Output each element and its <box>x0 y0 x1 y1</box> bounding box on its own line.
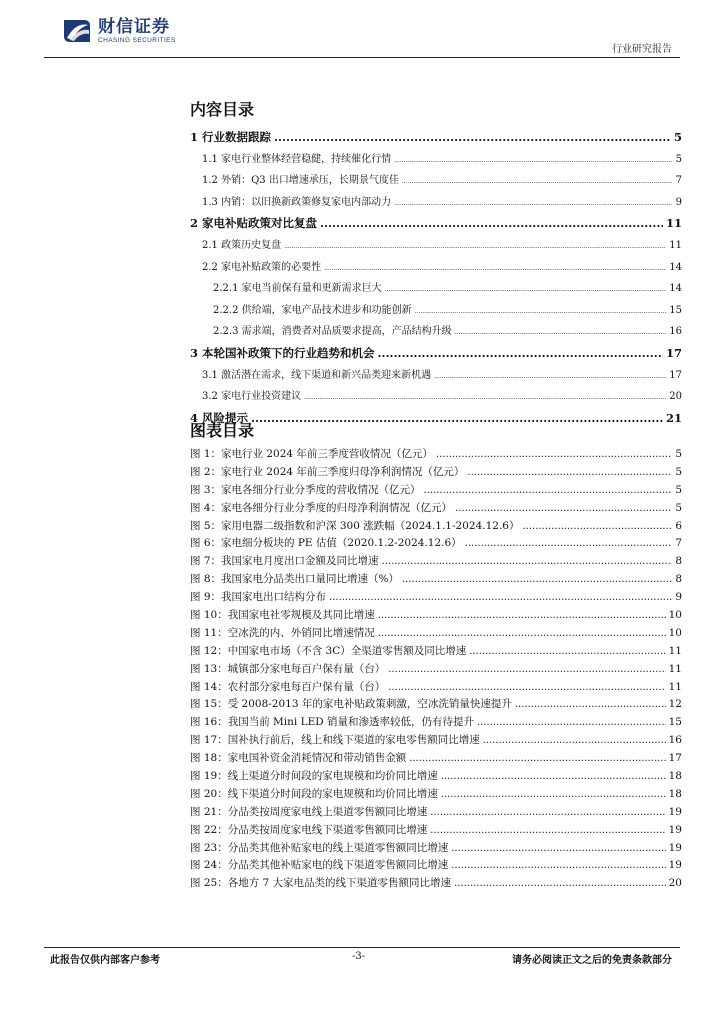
toc-entry-page: 5 <box>673 130 682 144</box>
figure-entry[interactable] <box>190 750 682 768</box>
figure-entry-page: 5 <box>675 448 682 460</box>
figure-entry-title: 图 19：线上渠道分时间段的家电规模和均价同比增速 <box>190 770 438 783</box>
figure-entry-title: 图 3：家电各细分行业分季度的营收情况（亿元） <box>190 483 421 496</box>
figure-entry[interactable] <box>190 464 682 482</box>
figures-title: 图表目录 <box>190 421 255 440</box>
dot-leader <box>274 127 671 149</box>
figure-entry[interactable] <box>190 840 682 858</box>
dot-leader <box>441 768 666 786</box>
dot-leader <box>451 857 665 875</box>
figure-entry-title: 图 11：空冰洗的内、外销同比增速情况 <box>190 626 375 639</box>
toc-entry-title: 1.3 内销：以旧换新政策修复家电内部动力 <box>202 196 392 208</box>
dot-leader <box>388 661 665 679</box>
figure-entry-page: 19 <box>668 805 682 818</box>
figure-entry[interactable] <box>190 643 682 661</box>
dot-leader <box>324 257 666 280</box>
dot-leader <box>409 750 665 768</box>
toc-entry-page: 11 <box>665 216 682 231</box>
toc-entry-page: 5 <box>675 153 682 165</box>
toc-entry-page: 17 <box>669 369 682 381</box>
dot-leader <box>329 589 672 607</box>
toc-entry-title: 1 行业数据跟踪 <box>190 130 272 144</box>
dot-leader <box>402 170 673 193</box>
figure-entry-title: 图 21：分品类按周度家电线上渠道零售额同比增速 <box>190 805 428 818</box>
logo-chinese-name: 财信证券 <box>98 17 170 37</box>
figure-entry-page: 9 <box>675 591 682 604</box>
toc-title: 内容目录 <box>190 100 255 119</box>
toc-entry-page: 20 <box>669 391 682 403</box>
dot-leader <box>385 278 667 301</box>
figure-entry-title: 图 12：中国家电市场（不含 3C）全渠道零售额及同比增速 <box>190 644 467 657</box>
dot-leader <box>394 192 673 215</box>
dot-leader <box>522 518 672 536</box>
dot-leader <box>441 786 666 804</box>
toc-entry-page: 16 <box>669 326 682 338</box>
figure-entry[interactable] <box>190 661 682 679</box>
figure-entry-title: 图 8：我国家电分品类出口量同比增速（%） <box>190 573 399 586</box>
figure-entry-title: 图 14：农村部分家电每百户保有量（台） <box>190 680 386 693</box>
figure-entry-title: 图 1：家电行业 2024 年前三季度营收情况（亿元） <box>190 448 433 460</box>
figure-entry[interactable] <box>190 607 682 625</box>
company-logo <box>62 16 176 46</box>
figure-entry[interactable] <box>190 822 682 840</box>
figure-entry-page: 19 <box>668 841 682 854</box>
figure-entry-page: 15 <box>668 716 682 729</box>
header-divider <box>44 57 680 58</box>
toc-entry[interactable] <box>190 235 682 257</box>
figure-entry-title: 图 16：我国当前 Mini LED 销量和渗透率较低，仍有待提升 <box>190 716 474 729</box>
figure-entry-title: 图 4：家电各细分行业分季度的归母净利润情况（亿元） <box>190 501 453 514</box>
toc-entry[interactable] <box>190 278 682 300</box>
dot-leader <box>469 643 665 661</box>
figure-entry-title: 图 6：家电细分板块的 PE 估值（2020.1.2-2024.12.6） <box>190 537 462 550</box>
toc-entry-page: 14 <box>669 283 682 295</box>
toc-entry-page: 14 <box>669 261 682 273</box>
figure-entry-page: 20 <box>668 877 682 890</box>
figure-entry[interactable] <box>190 500 682 518</box>
figure-entry-page: 12 <box>668 698 682 711</box>
dot-leader <box>483 732 666 750</box>
figure-entry[interactable] <box>190 482 682 500</box>
dot-leader <box>378 343 663 365</box>
dot-leader <box>454 875 666 893</box>
toc-entry[interactable] <box>190 257 682 279</box>
figure-entry[interactable] <box>190 804 682 822</box>
figure-entry-title: 图 18：家电国补资金消耗情况和带动销售金额 <box>190 752 407 765</box>
toc-entry[interactable] <box>190 408 682 430</box>
figure-entry-title: 图 24：分品类其他补贴家电的线下渠道零售额同比增速 <box>190 859 449 872</box>
figure-entry-page: 8 <box>675 573 682 586</box>
toc-entry-title: 2 家电补贴政策对比复盘 <box>190 216 318 231</box>
dot-leader <box>455 500 672 518</box>
figure-entry-page: 7 <box>675 537 682 550</box>
dot-leader <box>251 408 663 430</box>
logo-english-name: CHASING SECURITIES <box>98 37 176 44</box>
dot-leader <box>465 535 673 553</box>
figure-entry-title: 图 23：分品类其他补贴家电的线上渠道零售额同比增速 <box>190 841 449 854</box>
figure-entry[interactable] <box>190 786 682 804</box>
report-type-label: 行业研究报告 <box>612 44 672 55</box>
figure-entry-page: 5 <box>675 483 682 496</box>
toc-entry[interactable] <box>190 343 682 365</box>
dot-leader <box>434 365 666 388</box>
dot-leader <box>424 482 673 500</box>
toc-entry-title: 2.2.1 家电当前保有量和更新需求巨大 <box>213 283 382 295</box>
figure-entry-page: 6 <box>675 519 682 532</box>
toc-entry-page: 15 <box>669 304 682 316</box>
footer-disclaimer-left: 此报告仅供内部客户参考 <box>50 955 160 966</box>
dot-leader <box>430 804 665 822</box>
figure-entry-page: 8 <box>675 555 682 568</box>
toc-entry-page: 11 <box>669 239 682 251</box>
toc-entry-page: 17 <box>665 345 682 360</box>
toc-entry[interactable] <box>190 170 682 192</box>
toc-entry[interactable] <box>190 300 682 322</box>
figure-entry[interactable] <box>190 446 682 464</box>
company-logo-icon <box>62 16 92 46</box>
toc-entry[interactable] <box>190 386 682 408</box>
dot-leader <box>378 607 666 625</box>
dot-leader <box>436 446 672 464</box>
toc-entry-title: 3 本轮国补政策下的行业趋势和机会 <box>190 345 375 360</box>
dot-leader <box>467 464 672 482</box>
figure-entry-title: 图 7：我国家电月度出口金额及同比增速 <box>190 555 379 568</box>
dot-leader <box>477 714 666 732</box>
figure-entry-page: 5 <box>675 465 682 478</box>
figure-entry-title: 图 25：各地方 7 大家电品类的线下渠道零售额同比增速 <box>190 877 452 890</box>
figure-entry-page: 16 <box>668 734 682 747</box>
dot-leader <box>388 679 665 697</box>
toc-entry-page: 9 <box>675 196 682 208</box>
figure-entry[interactable] <box>190 679 682 697</box>
figure-entry-title: 图 10：我国家电社零规模及其同比增速 <box>190 609 375 622</box>
footer-divider <box>44 947 680 948</box>
dot-leader <box>284 235 666 258</box>
toc-entry-title: 2.2.2 供给端，家电产品技术进步和功能创新 <box>213 304 412 316</box>
toc-entry-title: 1.1 家电行业整体经营稳健，持续催化行情 <box>202 153 392 165</box>
figure-entry[interactable] <box>190 625 682 643</box>
figure-entry-page: 17 <box>668 752 682 765</box>
toc-entry-title: 2.2 家电补贴政策的必要性 <box>202 261 322 273</box>
toc-entry-title: 3.1 激活潜在需求，线下渠道和新兴品类迎来新机遇 <box>202 369 432 381</box>
toc-entry-page: 21 <box>665 410 682 425</box>
toc-entry-title: 4 风险提示 <box>190 410 249 425</box>
toc-entry[interactable] <box>190 192 682 214</box>
dot-leader <box>378 625 666 643</box>
toc-entry[interactable] <box>190 365 682 387</box>
toc-entry[interactable] <box>190 213 682 235</box>
figure-entry[interactable] <box>190 518 682 536</box>
figure-entry-page: 10 <box>668 609 682 622</box>
dot-leader <box>320 213 663 235</box>
figure-entry[interactable] <box>190 535 682 553</box>
figure-entry[interactable] <box>190 571 682 589</box>
dot-leader <box>304 386 666 409</box>
dot-leader <box>430 822 665 840</box>
toc-entry[interactable] <box>190 127 682 149</box>
dot-leader <box>415 300 667 323</box>
dot-leader <box>515 696 666 714</box>
toc-entry-title: 3.2 家电行业投资建议 <box>202 391 302 403</box>
figure-entry[interactable] <box>190 696 682 714</box>
figure-entry-title: 图 17：国补执行前后，线上和线下渠道的家电零售额同比增速 <box>190 734 480 747</box>
dot-leader <box>382 553 673 571</box>
dot-leader <box>451 840 665 858</box>
toc-entry[interactable] <box>190 321 682 343</box>
figure-entry-page: 18 <box>668 787 682 800</box>
figure-entry[interactable] <box>190 714 682 732</box>
figure-entry[interactable] <box>190 875 682 893</box>
toc-entry-title: 1.2 外销：Q3 出口增速承压，长期景气度佳 <box>202 175 399 187</box>
figure-entry-page: 11 <box>668 644 682 657</box>
page-number: -3- <box>352 951 366 962</box>
figure-entry-page: 5 <box>675 501 682 514</box>
figure-entry-title: 图 2：家电行业 2024 年前三季度归母净利润情况（亿元） <box>190 465 465 478</box>
dot-leader <box>394 149 673 172</box>
dot-leader <box>402 571 672 589</box>
figure-entry[interactable] <box>190 589 682 607</box>
toc-entry[interactable] <box>190 149 682 171</box>
figure-entry-page: 10 <box>668 626 682 639</box>
figure-entry-title: 图 22：分品类按周度家电线下渠道零售额同比增速 <box>190 823 428 836</box>
toc-entry-title: 2.1 政策历史复盘 <box>202 239 282 251</box>
figure-entry[interactable] <box>190 857 682 875</box>
figure-entry-page: 19 <box>668 823 682 836</box>
toc-entry-page: 7 <box>675 175 682 187</box>
figure-entry-page: 18 <box>668 770 682 783</box>
figure-entry-page: 19 <box>668 859 682 872</box>
figure-entry[interactable] <box>190 732 682 750</box>
figure-entry-page: 11 <box>668 662 682 675</box>
figure-entry[interactable] <box>190 768 682 786</box>
toc-list <box>190 127 682 429</box>
figure-entry-title: 图 13：城镇部分家电每百户保有量（台） <box>190 662 386 675</box>
figure-entry[interactable] <box>190 553 682 571</box>
dot-leader <box>455 321 667 344</box>
figures-list <box>190 446 682 893</box>
figure-entry-page: 11 <box>668 680 682 693</box>
figure-entry-title: 图 20：线下渠道分时间段的家电规模和均价同比增速 <box>190 787 438 800</box>
figure-entry-title: 图 9：我国家电出口结构分布 <box>190 591 327 604</box>
toc-entry-title: 2.2.3 需求端，消费者对品质要求提高，产品结构升级 <box>213 326 452 338</box>
figure-entry-title: 图 5：家用电器二级指数和沪深 300 涨跌幅（2024.1.1-2024.12.6） <box>190 519 520 532</box>
footer-disclaimer-right: 请务必阅读正文之后的免责条款部分 <box>512 955 672 966</box>
figure-entry-title: 图 15：受 2008-2013 年的家电补贴政策刺激，空冰洗销量快速提升 <box>190 698 512 711</box>
